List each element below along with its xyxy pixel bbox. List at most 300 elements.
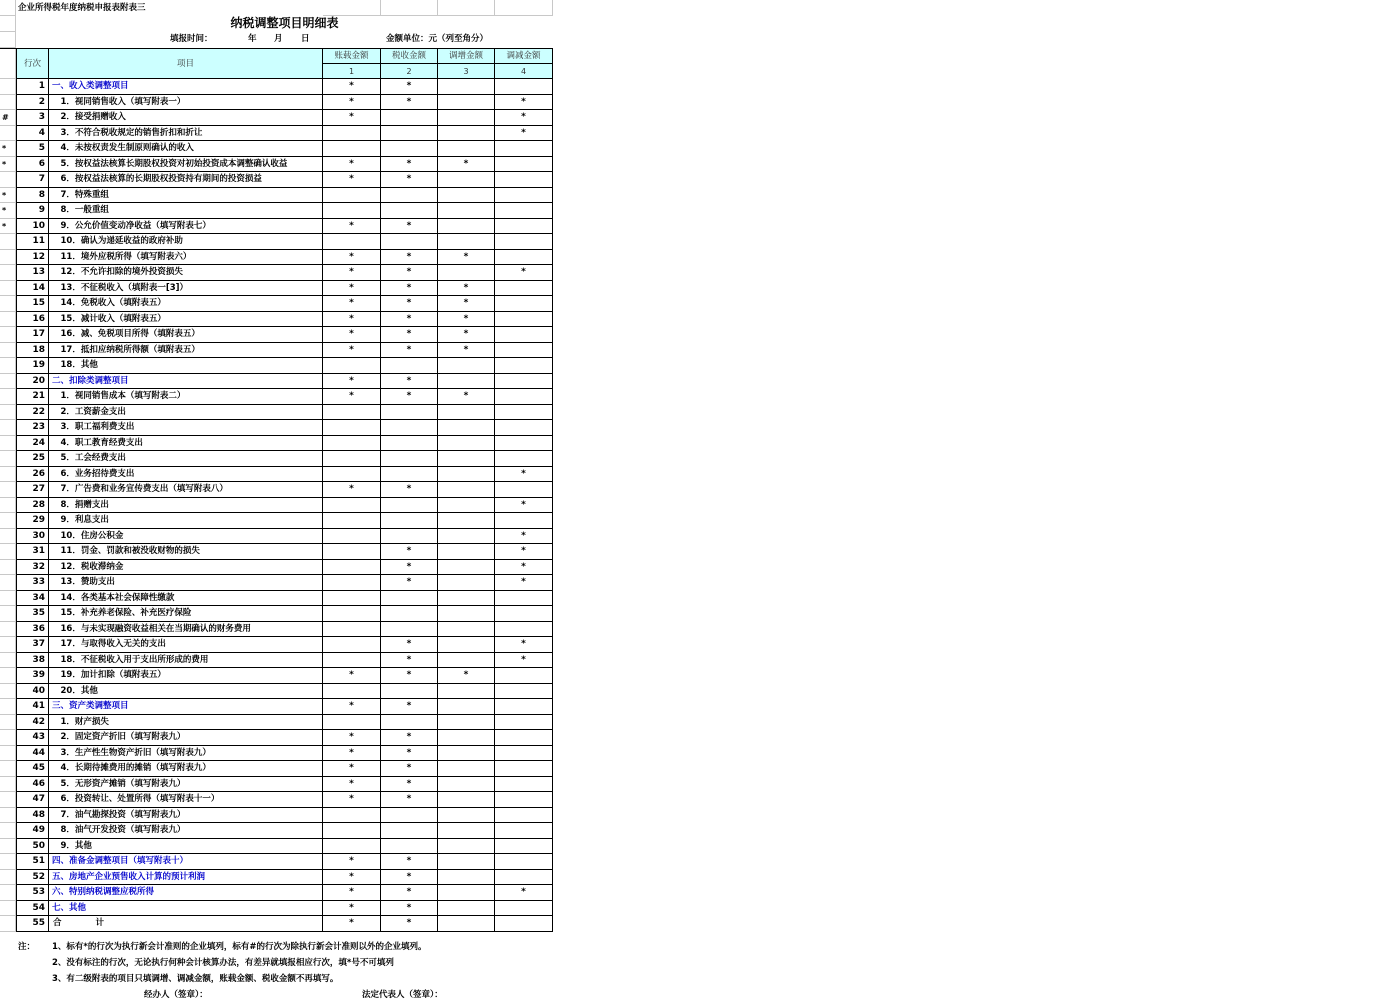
row-item-label: 三、资产类调整项目 bbox=[49, 699, 323, 715]
book-amount-cell[interactable]: * bbox=[323, 761, 381, 777]
book-amount-cell[interactable] bbox=[323, 575, 381, 591]
tax-amount-cell[interactable] bbox=[381, 823, 438, 839]
book-amount-cell[interactable]: * bbox=[323, 870, 381, 886]
increase-amount-cell[interactable] bbox=[438, 699, 495, 715]
row-item-label: 4．职工教育经费支出 bbox=[49, 436, 323, 452]
increase-amount-cell[interactable] bbox=[438, 467, 495, 483]
table-row bbox=[0, 157, 553, 173]
increase-amount-cell[interactable] bbox=[438, 498, 495, 514]
book-amount-cell[interactable]: * bbox=[323, 374, 381, 390]
row-number: 15 bbox=[16, 296, 49, 312]
row-item-label: 4．未按权责发生制原则确认的收入 bbox=[49, 141, 323, 157]
book-amount-cell[interactable] bbox=[323, 715, 381, 731]
decrease-amount-cell[interactable] bbox=[495, 374, 553, 390]
table-row bbox=[0, 808, 553, 824]
tax-amount-cell[interactable] bbox=[381, 467, 438, 483]
book-amount-cell[interactable]: * bbox=[323, 854, 381, 870]
table-row bbox=[0, 343, 553, 359]
book-amount-cell[interactable] bbox=[323, 839, 381, 855]
increase-amount-cell[interactable] bbox=[438, 436, 495, 452]
row-item-label: 12．税收滞纳金 bbox=[49, 560, 323, 576]
header-index-4: 4 bbox=[495, 64, 553, 79]
row-number: 42 bbox=[16, 715, 49, 731]
row-number: 7 bbox=[16, 172, 49, 188]
increase-amount-cell[interactable] bbox=[438, 839, 495, 855]
increase-amount-cell[interactable] bbox=[438, 141, 495, 157]
row-item-label: 11．罚金、罚款和被没收财物的损失 bbox=[49, 544, 323, 560]
row-marker bbox=[0, 699, 16, 715]
decrease-amount-cell[interactable]: * bbox=[495, 544, 553, 560]
row-number: 34 bbox=[16, 591, 49, 607]
row-item-label: 3．不符合税收规定的销售折扣和折让 bbox=[49, 126, 323, 142]
table-row bbox=[0, 761, 553, 777]
increase-amount-cell[interactable] bbox=[438, 854, 495, 870]
book-amount-cell[interactable] bbox=[323, 823, 381, 839]
decrease-amount-cell[interactable] bbox=[495, 157, 553, 173]
increase-amount-cell[interactable]: * bbox=[438, 668, 495, 684]
book-amount-cell[interactable]: * bbox=[323, 79, 381, 95]
book-amount-cell[interactable] bbox=[323, 606, 381, 622]
tax-amount-cell[interactable] bbox=[381, 591, 438, 607]
row-item-label: 7．油气勘探投资（填写附表九） bbox=[49, 808, 323, 824]
book-amount-cell[interactable]: * bbox=[323, 95, 381, 111]
row-item-label: 2．接受捐赠收入 bbox=[49, 110, 323, 126]
book-amount-cell[interactable] bbox=[323, 498, 381, 514]
tax-amount-cell[interactable]: * bbox=[381, 79, 438, 95]
increase-amount-cell[interactable] bbox=[438, 374, 495, 390]
decrease-amount-cell[interactable] bbox=[495, 777, 553, 793]
book-amount-cell[interactable]: * bbox=[323, 312, 381, 328]
note-label: 注： bbox=[18, 942, 36, 952]
tax-amount-cell[interactable]: * bbox=[381, 792, 438, 808]
book-amount-cell[interactable] bbox=[323, 358, 381, 374]
tax-amount-cell[interactable]: * bbox=[381, 560, 438, 576]
tax-amount-cell[interactable]: * bbox=[381, 668, 438, 684]
row-item-label: 6．按权益法核算的长期股权投资持有期间的投资损益 bbox=[49, 172, 323, 188]
book-amount-cell[interactable]: * bbox=[323, 901, 381, 917]
table-row bbox=[0, 684, 553, 700]
increase-amount-cell[interactable] bbox=[438, 916, 495, 932]
decrease-amount-cell[interactable] bbox=[495, 141, 553, 157]
book-amount-cell[interactable]: * bbox=[323, 699, 381, 715]
book-amount-cell[interactable]: * bbox=[323, 885, 381, 901]
book-amount-cell[interactable]: * bbox=[323, 250, 381, 266]
increase-amount-cell[interactable] bbox=[438, 777, 495, 793]
decrease-amount-cell[interactable] bbox=[495, 405, 553, 421]
tax-amount-cell[interactable]: * bbox=[381, 544, 438, 560]
increase-amount-cell[interactable] bbox=[438, 575, 495, 591]
decrease-amount-cell[interactable] bbox=[495, 296, 553, 312]
header-item: 项目 bbox=[49, 49, 323, 79]
row-number: 31 bbox=[16, 544, 49, 560]
book-amount-cell[interactable] bbox=[323, 684, 381, 700]
row-marker bbox=[0, 513, 16, 529]
decrease-amount-cell[interactable] bbox=[495, 808, 553, 824]
tax-amount-cell[interactable] bbox=[381, 606, 438, 622]
row-marker bbox=[0, 870, 16, 886]
book-amount-cell[interactable] bbox=[323, 808, 381, 824]
increase-amount-cell[interactable] bbox=[438, 544, 495, 560]
increase-amount-cell[interactable] bbox=[438, 529, 495, 545]
row-number: 39 bbox=[16, 668, 49, 684]
row-marker bbox=[0, 653, 16, 669]
tax-amount-cell[interactable] bbox=[381, 420, 438, 436]
increase-amount-cell[interactable] bbox=[438, 746, 495, 762]
book-amount-cell[interactable] bbox=[323, 560, 381, 576]
decrease-amount-cell[interactable] bbox=[495, 901, 553, 917]
decrease-amount-cell[interactable]: * bbox=[495, 498, 553, 514]
tax-amount-cell[interactable]: * bbox=[381, 746, 438, 762]
book-amount-cell[interactable] bbox=[323, 203, 381, 219]
table-row bbox=[0, 544, 553, 560]
decrease-amount-cell[interactable] bbox=[495, 219, 553, 235]
book-amount-cell[interactable]: * bbox=[323, 746, 381, 762]
book-amount-cell[interactable]: * bbox=[323, 792, 381, 808]
row-item-label: 四、准备金调整项目（填写附表十） bbox=[49, 854, 323, 870]
row-marker bbox=[0, 327, 16, 343]
decrease-amount-cell[interactable] bbox=[495, 281, 553, 297]
increase-amount-cell[interactable] bbox=[438, 808, 495, 824]
decrease-amount-cell[interactable] bbox=[495, 482, 553, 498]
increase-amount-cell[interactable] bbox=[438, 358, 495, 374]
row-marker bbox=[0, 281, 16, 297]
tax-amount-cell[interactable]: * bbox=[381, 389, 438, 405]
tax-amount-cell[interactable]: * bbox=[381, 219, 438, 235]
book-amount-cell[interactable]: * bbox=[323, 219, 381, 235]
row-number: 44 bbox=[16, 746, 49, 762]
increase-amount-cell[interactable] bbox=[438, 653, 495, 669]
increase-amount-cell[interactable] bbox=[438, 188, 495, 204]
decrease-amount-cell[interactable] bbox=[495, 451, 553, 467]
increase-amount-cell[interactable] bbox=[438, 79, 495, 95]
decrease-amount-cell[interactable] bbox=[495, 591, 553, 607]
tax-amount-cell[interactable] bbox=[381, 203, 438, 219]
tax-amount-cell[interactable] bbox=[381, 358, 438, 374]
book-amount-cell[interactable] bbox=[323, 436, 381, 452]
tax-amount-cell[interactable] bbox=[381, 622, 438, 638]
decrease-amount-cell[interactable] bbox=[495, 250, 553, 266]
title-row bbox=[0, 16, 553, 32]
increase-amount-cell[interactable] bbox=[438, 637, 495, 653]
decrease-amount-cell[interactable] bbox=[495, 312, 553, 328]
book-amount-cell[interactable]: * bbox=[323, 916, 381, 932]
increase-amount-cell[interactable] bbox=[438, 110, 495, 126]
table-row bbox=[0, 839, 553, 855]
tax-amount-cell[interactable] bbox=[381, 808, 438, 824]
decrease-amount-cell[interactable] bbox=[495, 172, 553, 188]
row-item-label: 1．视同销售收入（填写附表一） bbox=[49, 95, 323, 111]
day-label: 日 bbox=[301, 34, 310, 44]
row-number: 55 bbox=[16, 916, 49, 932]
decrease-amount-cell[interactable]: * bbox=[495, 637, 553, 653]
row-number: 6 bbox=[16, 157, 49, 173]
table-row bbox=[0, 420, 553, 436]
decrease-amount-cell[interactable]: * bbox=[495, 467, 553, 483]
decrease-amount-cell[interactable] bbox=[495, 916, 553, 932]
row-item-label: 7．广告费和业务宣传费支出（填写附表八） bbox=[49, 482, 323, 498]
increase-amount-cell[interactable] bbox=[438, 513, 495, 529]
row-marker bbox=[0, 777, 16, 793]
decrease-amount-cell[interactable] bbox=[495, 668, 553, 684]
tax-amount-cell[interactable] bbox=[381, 110, 438, 126]
book-amount-cell[interactable]: * bbox=[323, 110, 381, 126]
decrease-amount-cell[interactable]: * bbox=[495, 885, 553, 901]
row-marker bbox=[0, 529, 16, 545]
increase-amount-cell[interactable] bbox=[438, 219, 495, 235]
tax-amount-cell[interactable] bbox=[381, 126, 438, 142]
decrease-amount-cell[interactable]: * bbox=[495, 560, 553, 576]
tax-amount-cell[interactable] bbox=[381, 451, 438, 467]
decrease-amount-cell[interactable] bbox=[495, 839, 553, 855]
decrease-amount-cell[interactable]: * bbox=[495, 653, 553, 669]
increase-amount-cell[interactable]: * bbox=[438, 389, 495, 405]
decrease-amount-cell[interactable] bbox=[495, 854, 553, 870]
tax-amount-cell[interactable]: * bbox=[381, 343, 438, 359]
tax-amount-cell[interactable]: * bbox=[381, 854, 438, 870]
tax-amount-cell[interactable]: * bbox=[381, 653, 438, 669]
increase-amount-cell[interactable] bbox=[438, 482, 495, 498]
row-marker bbox=[0, 482, 16, 498]
book-amount-cell[interactable] bbox=[323, 234, 381, 250]
table-row bbox=[0, 451, 553, 467]
decrease-amount-cell[interactable] bbox=[495, 420, 553, 436]
row-item-label: 17．与取得收入无关的支出 bbox=[49, 637, 323, 653]
increase-amount-cell[interactable] bbox=[438, 885, 495, 901]
tax-amount-cell[interactable] bbox=[381, 839, 438, 855]
book-amount-cell[interactable]: * bbox=[323, 157, 381, 173]
tax-amount-cell[interactable]: * bbox=[381, 901, 438, 917]
decrease-amount-cell[interactable] bbox=[495, 823, 553, 839]
row-item-label: 10．住房公积金 bbox=[49, 529, 323, 545]
increase-amount-cell[interactable] bbox=[438, 870, 495, 886]
increase-amount-cell[interactable] bbox=[438, 560, 495, 576]
row-item-label: 二、扣除类调整项目 bbox=[49, 374, 323, 390]
tax-amount-cell[interactable] bbox=[381, 715, 438, 731]
increase-amount-cell[interactable] bbox=[438, 420, 495, 436]
row-number: 29 bbox=[16, 513, 49, 529]
row-number: 2 bbox=[16, 95, 49, 111]
table-row bbox=[0, 265, 553, 281]
row-number: 40 bbox=[16, 684, 49, 700]
table-row bbox=[0, 885, 553, 901]
book-amount-cell[interactable]: * bbox=[323, 327, 381, 343]
book-amount-cell[interactable]: * bbox=[323, 296, 381, 312]
increase-amount-cell[interactable] bbox=[438, 792, 495, 808]
decrease-amount-cell[interactable] bbox=[495, 870, 553, 886]
increase-amount-cell[interactable] bbox=[438, 95, 495, 111]
decrease-amount-cell[interactable] bbox=[495, 327, 553, 343]
book-amount-cell[interactable]: * bbox=[323, 343, 381, 359]
increase-amount-cell[interactable] bbox=[438, 761, 495, 777]
book-amount-cell[interactable]: * bbox=[323, 730, 381, 746]
row-marker bbox=[0, 265, 16, 281]
table-row bbox=[0, 203, 553, 219]
book-amount-cell[interactable] bbox=[323, 188, 381, 204]
decrease-amount-cell[interactable] bbox=[495, 746, 553, 762]
decrease-amount-cell[interactable] bbox=[495, 188, 553, 204]
tax-amount-cell[interactable] bbox=[381, 141, 438, 157]
decrease-amount-cell[interactable] bbox=[495, 761, 553, 777]
increase-amount-cell[interactable] bbox=[438, 591, 495, 607]
tax-amount-cell[interactable]: * bbox=[381, 95, 438, 111]
row-marker: * bbox=[0, 219, 16, 235]
book-amount-cell[interactable] bbox=[323, 420, 381, 436]
tax-amount-cell[interactable]: * bbox=[381, 250, 438, 266]
increase-amount-cell[interactable] bbox=[438, 901, 495, 917]
row-marker bbox=[0, 823, 16, 839]
book-amount-cell[interactable]: * bbox=[323, 172, 381, 188]
row-item-label: 14．免税收入（填附表五） bbox=[49, 296, 323, 312]
book-amount-cell[interactable]: * bbox=[323, 668, 381, 684]
decrease-amount-cell[interactable] bbox=[495, 715, 553, 731]
table-row bbox=[0, 823, 553, 839]
tax-amount-cell[interactable] bbox=[381, 188, 438, 204]
decrease-amount-cell[interactable]: * bbox=[495, 110, 553, 126]
increase-amount-cell[interactable] bbox=[438, 451, 495, 467]
decrease-amount-cell[interactable] bbox=[495, 358, 553, 374]
tax-amount-cell[interactable] bbox=[381, 498, 438, 514]
decrease-amount-cell[interactable] bbox=[495, 234, 553, 250]
book-amount-cell[interactable] bbox=[323, 544, 381, 560]
decrease-amount-cell[interactable] bbox=[495, 79, 553, 95]
tax-amount-cell[interactable] bbox=[381, 234, 438, 250]
increase-amount-cell[interactable]: * bbox=[438, 343, 495, 359]
tax-amount-cell[interactable]: * bbox=[381, 265, 438, 281]
decrease-amount-cell[interactable] bbox=[495, 622, 553, 638]
table-row bbox=[0, 219, 553, 235]
legal-rep-signature-label: 法定代表人（签章）： bbox=[362, 990, 443, 1000]
tax-amount-cell[interactable]: * bbox=[381, 699, 438, 715]
header-decrease-amount: 调减金额 bbox=[495, 49, 553, 64]
book-amount-cell[interactable] bbox=[323, 451, 381, 467]
table-row bbox=[0, 746, 553, 762]
tax-amount-cell[interactable]: * bbox=[381, 374, 438, 390]
tax-amount-cell[interactable] bbox=[381, 436, 438, 452]
tax-amount-cell[interactable] bbox=[381, 529, 438, 545]
book-amount-cell[interactable] bbox=[323, 622, 381, 638]
book-amount-cell[interactable]: * bbox=[323, 265, 381, 281]
row-marker bbox=[0, 374, 16, 390]
tax-amount-cell[interactable]: * bbox=[381, 281, 438, 297]
decrease-amount-cell[interactable]: * bbox=[495, 265, 553, 281]
decrease-amount-cell[interactable]: * bbox=[495, 575, 553, 591]
tax-amount-cell[interactable]: * bbox=[381, 482, 438, 498]
increase-amount-cell[interactable] bbox=[438, 203, 495, 219]
book-amount-cell[interactable]: * bbox=[323, 482, 381, 498]
book-amount-cell[interactable]: * bbox=[323, 389, 381, 405]
tax-amount-cell[interactable]: * bbox=[381, 730, 438, 746]
tax-amount-cell[interactable]: * bbox=[381, 916, 438, 932]
increase-amount-cell[interactable] bbox=[438, 234, 495, 250]
tax-amount-cell[interactable]: * bbox=[381, 157, 438, 173]
row-item-label: 8．捐赠支出 bbox=[49, 498, 323, 514]
book-amount-cell[interactable] bbox=[323, 513, 381, 529]
tax-amount-cell[interactable]: * bbox=[381, 885, 438, 901]
increase-amount-cell[interactable]: * bbox=[438, 327, 495, 343]
increase-amount-cell[interactable]: * bbox=[438, 296, 495, 312]
book-amount-cell[interactable]: * bbox=[323, 281, 381, 297]
note-row-2 bbox=[0, 956, 553, 972]
row-marker bbox=[0, 296, 16, 312]
row-item-label: 20．其他 bbox=[49, 684, 323, 700]
row-item-label: 13．赞助支出 bbox=[49, 575, 323, 591]
header-book-amount: 账载金额 bbox=[323, 49, 381, 64]
increase-amount-cell[interactable] bbox=[438, 606, 495, 622]
tax-amount-cell[interactable]: * bbox=[381, 327, 438, 343]
decrease-amount-cell[interactable] bbox=[495, 389, 553, 405]
increase-amount-cell[interactable] bbox=[438, 126, 495, 142]
decrease-amount-cell[interactable]: * bbox=[495, 529, 553, 545]
row-number: 28 bbox=[16, 498, 49, 514]
decrease-amount-cell[interactable] bbox=[495, 730, 553, 746]
increase-amount-cell[interactable] bbox=[438, 622, 495, 638]
row-number: 16 bbox=[16, 312, 49, 328]
row-number: 41 bbox=[16, 699, 49, 715]
tax-amount-cell[interactable] bbox=[381, 405, 438, 421]
increase-amount-cell[interactable]: * bbox=[438, 281, 495, 297]
increase-amount-cell[interactable]: * bbox=[438, 250, 495, 266]
decrease-amount-cell[interactable] bbox=[495, 684, 553, 700]
decrease-amount-cell[interactable] bbox=[495, 343, 553, 359]
book-amount-cell[interactable] bbox=[323, 591, 381, 607]
month-label: 月 bbox=[274, 34, 283, 44]
decrease-amount-cell[interactable] bbox=[495, 513, 553, 529]
tax-amount-cell[interactable]: * bbox=[381, 575, 438, 591]
table-row bbox=[0, 916, 553, 932]
tax-amount-cell[interactable]: * bbox=[381, 312, 438, 328]
book-amount-cell[interactable] bbox=[323, 529, 381, 545]
book-amount-cell[interactable]: * bbox=[323, 777, 381, 793]
tax-amount-cell[interactable] bbox=[381, 684, 438, 700]
book-amount-cell[interactable] bbox=[323, 141, 381, 157]
row-marker bbox=[0, 420, 16, 436]
increase-amount-cell[interactable] bbox=[438, 405, 495, 421]
increase-amount-cell[interactable] bbox=[438, 265, 495, 281]
row-number: 48 bbox=[16, 808, 49, 824]
table-row bbox=[0, 591, 553, 607]
decrease-amount-cell[interactable] bbox=[495, 436, 553, 452]
tax-amount-cell[interactable] bbox=[381, 513, 438, 529]
tax-amount-cell[interactable]: * bbox=[381, 296, 438, 312]
book-amount-cell[interactable] bbox=[323, 467, 381, 483]
decrease-amount-cell[interactable]: * bbox=[495, 95, 553, 111]
tax-amount-cell[interactable]: * bbox=[381, 777, 438, 793]
book-amount-cell[interactable] bbox=[323, 637, 381, 653]
decrease-amount-cell[interactable]: * bbox=[495, 126, 553, 142]
tax-amount-cell[interactable]: * bbox=[381, 870, 438, 886]
table-row bbox=[0, 560, 553, 576]
decrease-amount-cell[interactable] bbox=[495, 699, 553, 715]
row-number: 9 bbox=[16, 203, 49, 219]
book-amount-cell[interactable] bbox=[323, 126, 381, 142]
tax-amount-cell[interactable]: * bbox=[381, 761, 438, 777]
decrease-amount-cell[interactable] bbox=[495, 792, 553, 808]
book-amount-cell[interactable] bbox=[323, 653, 381, 669]
table-row bbox=[0, 870, 553, 886]
tax-amount-cell[interactable]: * bbox=[381, 637, 438, 653]
increase-amount-cell[interactable] bbox=[438, 823, 495, 839]
decrease-amount-cell[interactable] bbox=[495, 203, 553, 219]
increase-amount-cell[interactable] bbox=[438, 730, 495, 746]
decrease-amount-cell[interactable] bbox=[495, 606, 553, 622]
tax-amount-cell[interactable]: * bbox=[381, 172, 438, 188]
increase-amount-cell[interactable]: * bbox=[438, 312, 495, 328]
increase-amount-cell[interactable]: * bbox=[438, 157, 495, 173]
increase-amount-cell[interactable] bbox=[438, 715, 495, 731]
book-amount-cell[interactable] bbox=[323, 405, 381, 421]
increase-amount-cell[interactable] bbox=[438, 172, 495, 188]
increase-amount-cell[interactable] bbox=[438, 684, 495, 700]
